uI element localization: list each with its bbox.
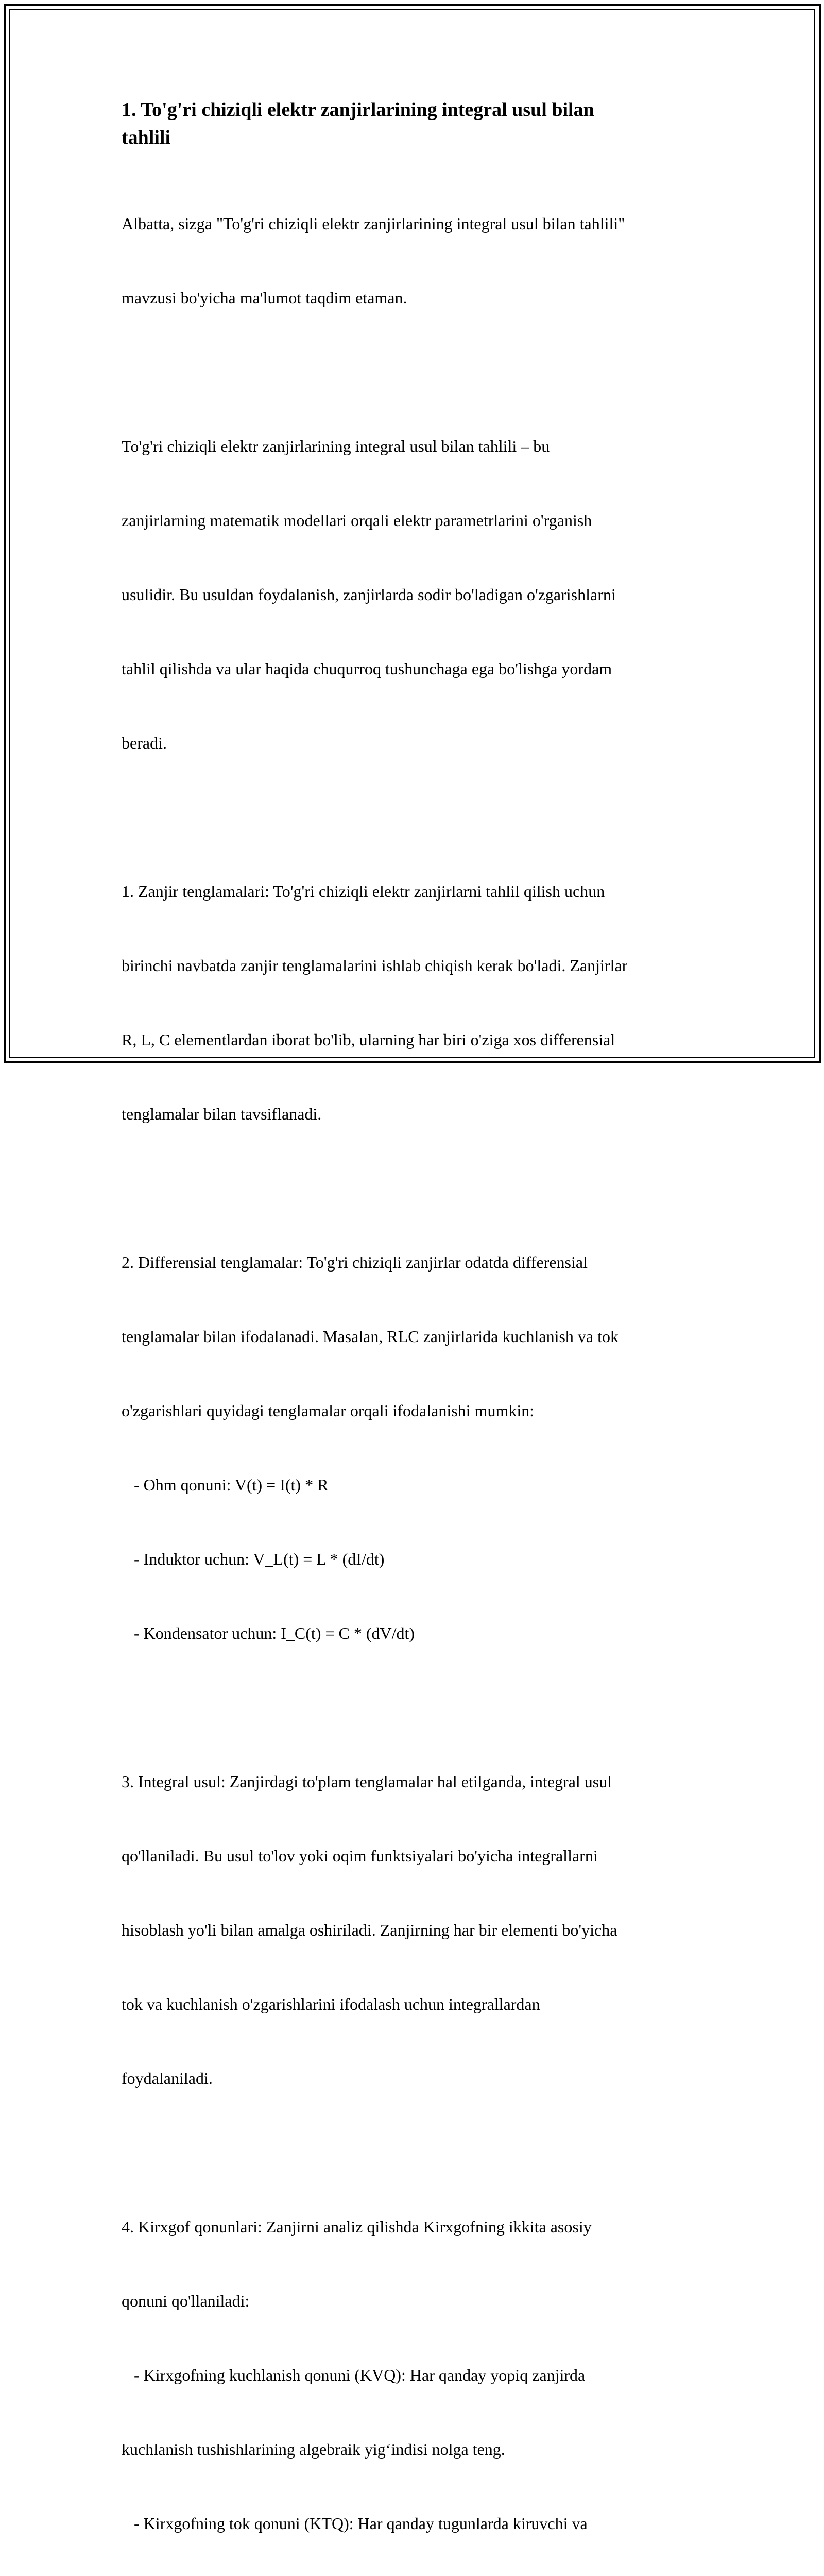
text-line: birinchi navbatda zanjir tenglamalarini ishlab chiqish kerak bo'ladi. Zanjirlar — [122, 956, 628, 975]
text-line: To'g'ri chiziqli elektr zanjirlarining integral usul bilan tahlili – bu — [122, 437, 550, 455]
text-line: tenglamalar bilan ifodalanadi. Masalan, RLC zanjirlarida kuchlanish va tok — [122, 1327, 619, 1346]
text-line: 1. Zanjir tenglamalari: To'g'ri chiziqli elektr zanjirlarni tahlil qilish uchun — [122, 882, 605, 901]
text-line: kuchlanish tushishlarining algebraik yig‘indisi nolga teng. — [122, 2440, 505, 2459]
text-line: hisoblash yo'li bilan amalga oshiriladi. Zanjirning har bir elementi bo'yicha — [122, 1921, 617, 1939]
paragraph-intro — [122, 162, 703, 360]
text-line: mavzusi bo'yicha ma'lumot taqdim etaman. — [122, 289, 407, 307]
title-line: 1. To'g'ri chiziqli elektr zanjirlarining integral usul bilan — [122, 99, 594, 121]
title-line: tahlili — [122, 127, 171, 148]
text-line: Albatta, sizga "To'g'ri chiziqli elektr zanjirlarining integral usul bilan tahlili" — [122, 214, 625, 233]
paragraph-section-3 — [122, 1720, 703, 2140]
paragraph-section-2 — [122, 1200, 703, 1695]
text-line: 2. Differensial tenglamalar: To'g'ri chiziqli zanjirlar odatda differensial — [122, 1253, 588, 1272]
list-item-formula: - Ohm qonuni: V(t) = I(t) * R — [122, 1476, 329, 1494]
text-line: usulidir. Bu usuldan foydalanish, zanjirlarda sodir bo'ladigan o'zgarishlarni — [122, 585, 616, 604]
list-item-law: - Kirxgofning kuchlanish qonuni (KVQ): Har qanday yopiq zanjirda — [122, 2366, 586, 2384]
text-line: beradi. — [122, 734, 167, 752]
text-line: zanjirlarning matematik modellari orqali elektr parametrlarini o'rganish — [122, 511, 592, 530]
text-line: qo'llaniladi. Bu usul to'lov yoki oqim funktsiyalari bo'yicha integrallarni — [122, 1846, 598, 1865]
list-item-law: - Kirxgofning tok qonuni (KTQ): Har qanday tugunlarda kiruvchi va — [122, 2514, 588, 2533]
text-line: tok va kuchlanish o'zgarishlarini ifodalash uchun integrallardan — [122, 1995, 540, 2013]
text-line: tenglamalar bilan tavsiflanadi. — [122, 1105, 322, 1123]
text-line: 3. Integral usul: Zanjirdagi to'plam tenglamalar hal etilganda, integral usul — [122, 1772, 612, 1791]
paragraph-definition — [122, 384, 703, 805]
text-line: 4. Kirxgof qonunlari: Zanjirni analiz qilishda Kirxgofning ikkita asosiy — [122, 2217, 592, 2236]
text-line: tahlil qilishda va ular haqida chuqurroq tushunchaga ega bo'lishga yordam — [122, 659, 612, 678]
document-title — [122, 96, 703, 151]
text-line: o'zgarishlari quyidagi tenglamalar orqali ifodalanishi mumkin: — [122, 1401, 535, 1420]
text-line: qonuni qo'llaniladi: — [122, 2292, 250, 2310]
paragraph-section-4 — [122, 2165, 703, 2576]
paragraph-section-1 — [122, 829, 703, 1176]
text-line: foydalaniladi. — [122, 2069, 213, 2088]
text-line: R, L, C elementlardan iborat bo'lib, ularning har biri o'ziga xos differensial — [122, 1030, 615, 1049]
list-item-formula: - Induktor uchun: V_L(t) = L * (dI/dt) — [122, 1550, 385, 1568]
document-body — [122, 96, 703, 2576]
list-item-formula: - Kondensator uchun: I_C(t) = C * (dV/dt) — [122, 1624, 415, 1642]
